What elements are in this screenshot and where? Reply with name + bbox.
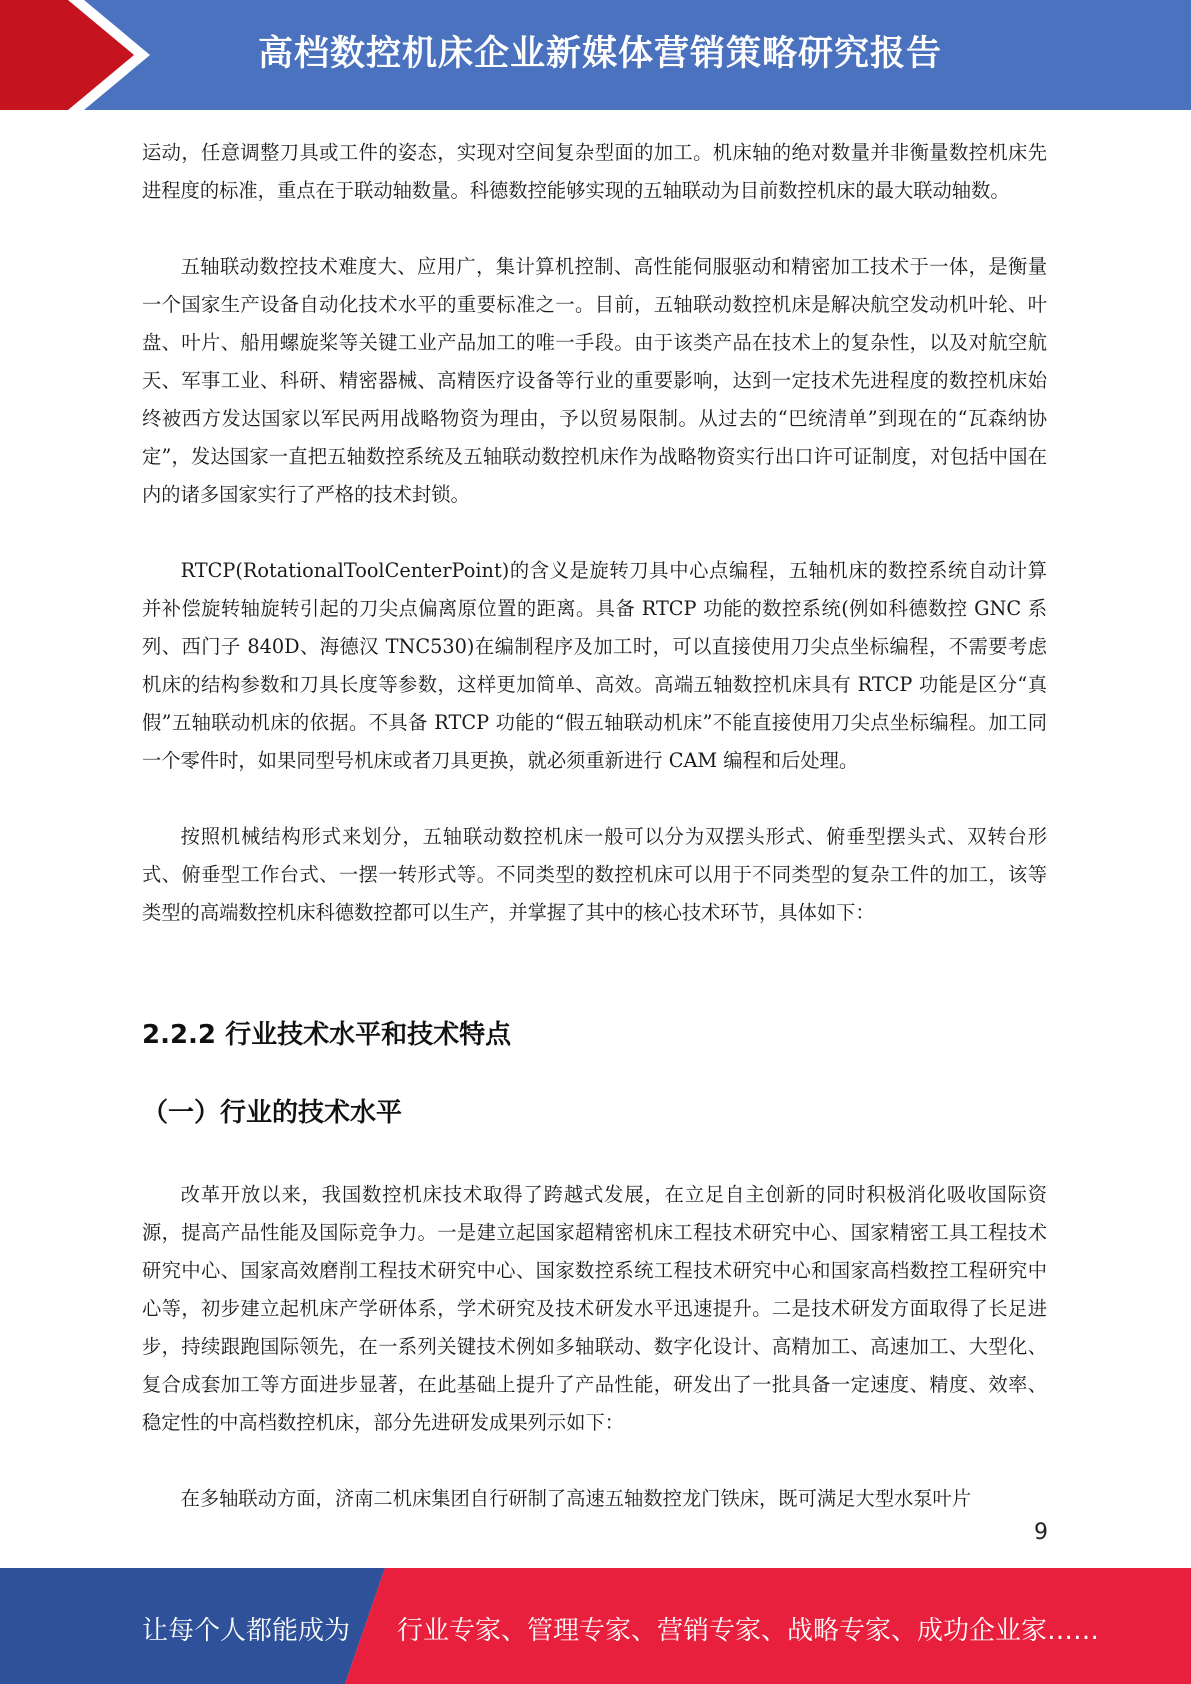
footer-slogan-left: 让每个人都能成为: [142, 1616, 351, 1646]
footer-slogan-right: 行业专家、管理专家、营销专家、战略专家、成功企业家……: [397, 1616, 1100, 1646]
document-title: 高档数控机床企业新媒体营销策略研究报告: [258, 34, 943, 74]
page-body-lower: [142, 1176, 1047, 1518]
paragraph-1: 运动，任意调整刀具或工件的姿态，实现对空间复杂型面的加工。机床轴的绝对数量并非衡量数控机床先进程度的标准，重点在于联动轴数量。科德数控能够实现的五轴联动为目前数控机床的最大联动轴数。: [142, 141, 1047, 202]
header-banner: [0, 0, 1191, 110]
header-arrow-graphic: [0, 0, 300, 110]
paragraph-5: 改革开放以来，我国数控机床技术取得了跨越式发展，在立足自主创新的同时积极消化吸收国际资源，提高产品性能及国际竞争力。一是建立起国家超精密机床工程技术研究中心、国家精密工具工程技术研究中心、国家高效磨削工程技术研究中心、国家数控系统工程技术研究中心和国家高档数控工程研究中心等，初步建立起机床产学研体系，学术研究及技术研发水平迅速提升。二是技术研发方面取得了长足进步，持续跟跑国际领先，在一系列关键技术例如多轴联动、数字化设计、高精加工、高速加工、大型化、复合成套加工等方面进步显著，在此基础上提升了产品性能，研发出了一批具备一定速度、精度、效率、稳定性的中高档数控机床，部分先进研发成果列示如下：: [142, 1183, 1047, 1434]
paragraph-6: 在多轴联动方面，济南二机床集团自行研制了高速五轴数控龙门铁床，既可满足大型水泵叶片: [180, 1487, 972, 1510]
section-heading: 2.2.2 行业技术水平和技术特点: [142, 1020, 512, 1050]
paragraph-4: 按照机械结构形式来划分，五轴联动数控机床一般可以分为双摆头形式、俯垂型摆头式、双转台形式、俯垂型工作台式、一摆一转形式等。不同类型的数控机床可以用于不同类型的复杂工件的加工，该等类型的高端数控机床科德数控都可以生产，并掌握了其中的核心技术环节，具体如下：: [142, 825, 1047, 924]
paragraph-3: RTCP(RotationalToolCenterPoint)的含义是旋转刀具中心点编程，五轴机床的数控系统自动计算并补偿旋转轴旋转引起的刀尖点偏离原位置的距离。具备 RTCP 功能的数控系统(例如科德数控 GNC 系列、西门子 840D、海德汉 TNC530)在编制程序及加工时，可以直接使用刀尖点坐标编程，不需要考虑机床的结构参数和刀具长度等参数，这样更加简单、高效。高端五轴数控机床具有 RTCP 功能是区分“真假”五轴联动机床的依据。不具备 RTCP 功能的“假五轴联动机床”不能直接使用刀尖点坐标编程。加工同一个零件时，如果同型号机床或者刀具更换，就必须重新进行 CAM 编程和后处理。: [142, 559, 1047, 772]
footer-banner: [0, 1568, 1191, 1684]
paragraph-2: 五轴联动数控技术难度大、应用广，集计算机控制、高性能伺服驱动和精密加工技术于一体，是衡量一个国家生产设备自动化技术水平的重要标准之一。目前，五轴联动数控机床是解决航空发动机叶轮、叶盘、叶片、船用螺旋桨等关键工业产品加工的唯一手段。由于该类产品在技术上的复杂性，以及对航空航天、军事工业、科研、精密器械、高精医疗设备等行业的重要影响，达到一定技术先进程度的数控机床始终被西方发达国家以军民两用战略物资为理由，予以贸易限制。从过去的“巴统清单”到现在的“瓦森纳协定”，发达国家一直把五轴数控系统及五轴联动数控机床作为战略物资实行出口许可证制度，对包括中国在内的诸多国家实行了严格的技术封锁。: [142, 255, 1047, 506]
page-number: 9: [1034, 1520, 1048, 1545]
page-body: [142, 134, 1047, 932]
subsection-heading: （一）行业的技术水平: [142, 1098, 403, 1128]
